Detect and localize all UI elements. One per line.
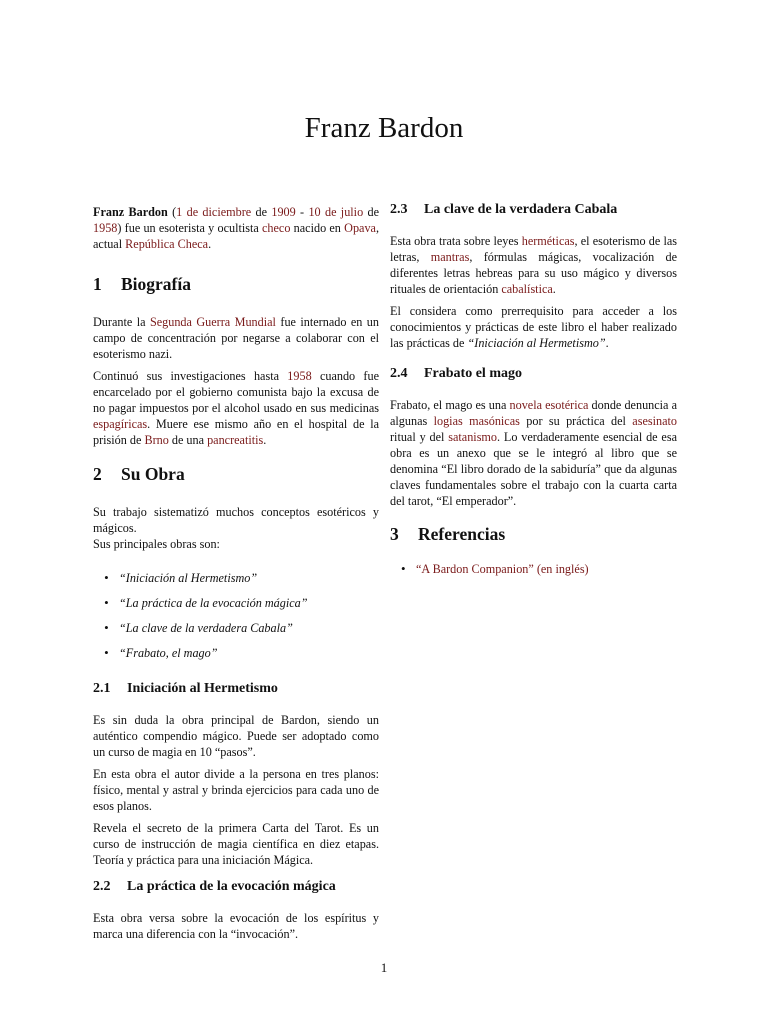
su-obra-body [93, 504, 379, 670]
s21-body [93, 712, 379, 874]
link-bardon-companion[interactable]: “A Bardon Companion” (en inglés) [416, 562, 589, 576]
link-1958[interactable]: 1958 [287, 369, 312, 383]
su-obra-p1b: Sus principales obras son: [93, 537, 220, 551]
section-heading-biografia: 1 Biografía [93, 274, 191, 294]
s24-body [390, 397, 677, 515]
subsection-heading-2-1: 2.1 Iniciación al Hermetismo [93, 681, 278, 696]
link-segunda-guerra[interactable]: Segunda Guerra Mundial [149, 315, 276, 329]
list-item [390, 561, 677, 586]
link-year2[interactable]: 1958 [93, 221, 118, 235]
link-year1[interactable]: 1909 [271, 205, 296, 219]
s21-p3: Revela el secreto de la primera Carta del Tarot. Es un curso de instrucción de magia científica en diez etapas. Teoría y práctica para una iniciación Mágica. [93, 821, 379, 867]
s22-p1: Esta obra versa sobre la evocación de los espíritus y marca una diferencia con la “invocación”. [93, 911, 379, 941]
section-heading-su-obra: 2 Su Obra [93, 464, 185, 484]
link-date1[interactable]: 1 de diciembre [176, 205, 252, 219]
link-brno[interactable]: Brno [144, 433, 169, 447]
subsection-heading-2-4: 2.4 Frabato el mago [390, 366, 522, 381]
biografia-p2: Continuó sus investigaciones hasta 1958 cuando fue encarcelado por el gobierno comunista bajo la excusa de no pagar impuestos por el alcohol usado en sus medicinas espagíricas. Muere ese mismo año en el hospital de la prisión de Brno de una pancreatitis. [93, 369, 379, 447]
link-novela-esoterica[interactable]: novela esotérica [509, 398, 589, 412]
works-list [93, 570, 379, 670]
link-republica-checa[interactable]: República Checa [125, 237, 209, 251]
intro-name: Franz Bardon [93, 205, 168, 219]
s24-p1: Frabato, el mago es una novela esotérica donde denuncia a algunas logias masónicas por su práctica del asesinato ritual y del satanismo. Lo verdaderamente esencial de esa obra es un anexo que se le integró al libro que se denomina “El libro dorado de la sabiduría” que da algunas claves fundamentales sobre el trabajo con la cuarta carta del tarot, “El emperador”. [390, 398, 677, 508]
section-heading-referencias: 3 Referencias [390, 524, 506, 544]
link-satanismo[interactable]: satanismo [448, 430, 498, 444]
link-date2[interactable]: 10 de julio [308, 205, 364, 219]
link-pancreatitis[interactable]: pancreatitis [207, 433, 264, 447]
subsection-heading-2-3: 2.3 La clave de la verdadera Cabala [390, 202, 618, 217]
biografia-body [93, 314, 379, 454]
biografia-p1: Durante la Segunda Guerra Mundial fue internado en un campo de concentración por negarse a colaborar con el esoterismo nazi. [93, 315, 379, 361]
s22-body [93, 910, 379, 948]
link-logias-masonicas[interactable]: logias masónicas [433, 414, 520, 428]
list-item: • “La clave de la verdadera Cabala” [93, 620, 379, 645]
page-number: 1 [380, 960, 388, 975]
page-title: Franz Bardon [304, 112, 464, 144]
list-item: • “La práctica de la evocación mágica” [93, 595, 379, 620]
link-mantras[interactable]: mantras [430, 250, 470, 264]
s23-p2: El considera como prerrequisito para acceder a los conocimientos y prácticas de este libro el haber realizado las prácticas de “Iniciación al Hermetismo”. [390, 304, 677, 350]
link-hermeticas[interactable]: herméticas [521, 234, 575, 248]
s23-body [390, 233, 677, 357]
list-item: • “Iniciación al Hermetismo” [93, 570, 379, 595]
s21-p1: Es sin duda la obra principal de Bardon, siendo un auténtico compendio mágico. Puede ser adoptado como un curso de magia en 10 “pasos”. [93, 713, 379, 759]
list-item: • “Frabato, el mago” [93, 645, 379, 670]
link-cabalistica[interactable]: cabalística [501, 282, 553, 296]
su-obra-p1: Su trabajo sistematizó muchos conceptos esotéricos y mágicos. [93, 505, 379, 535]
s21-p2: En esta obra el autor divide a la persona en tres planos: físico, mental y astral y brinda ejercicios para cada uno de esos planos. [93, 767, 379, 813]
link-asesinato[interactable]: asesinato [632, 414, 677, 428]
link-opava[interactable]: Opava [344, 221, 376, 235]
references-list [390, 561, 677, 586]
link-checo[interactable]: checo [262, 221, 291, 235]
subsection-heading-2-2: 2.2 La práctica de la evocación mágica [93, 879, 336, 894]
s23-p1: Esta obra trata sobre leyes herméticas, el esoterismo de las letras, mantras, fórmulas mágicas, vocalización de diferentes letras hebreas para su uso mágico y diversos rituales de orientación cabalística. [390, 234, 677, 296]
intro-paragraph: Franz Bardon (1 de diciembre de 1909 - 10 de julio de 1958) fue un esoterista y ocultista checo nacido en Opava, actual República Checa. [93, 205, 380, 251]
link-espagiricas[interactable]: espagíricas [93, 417, 148, 431]
